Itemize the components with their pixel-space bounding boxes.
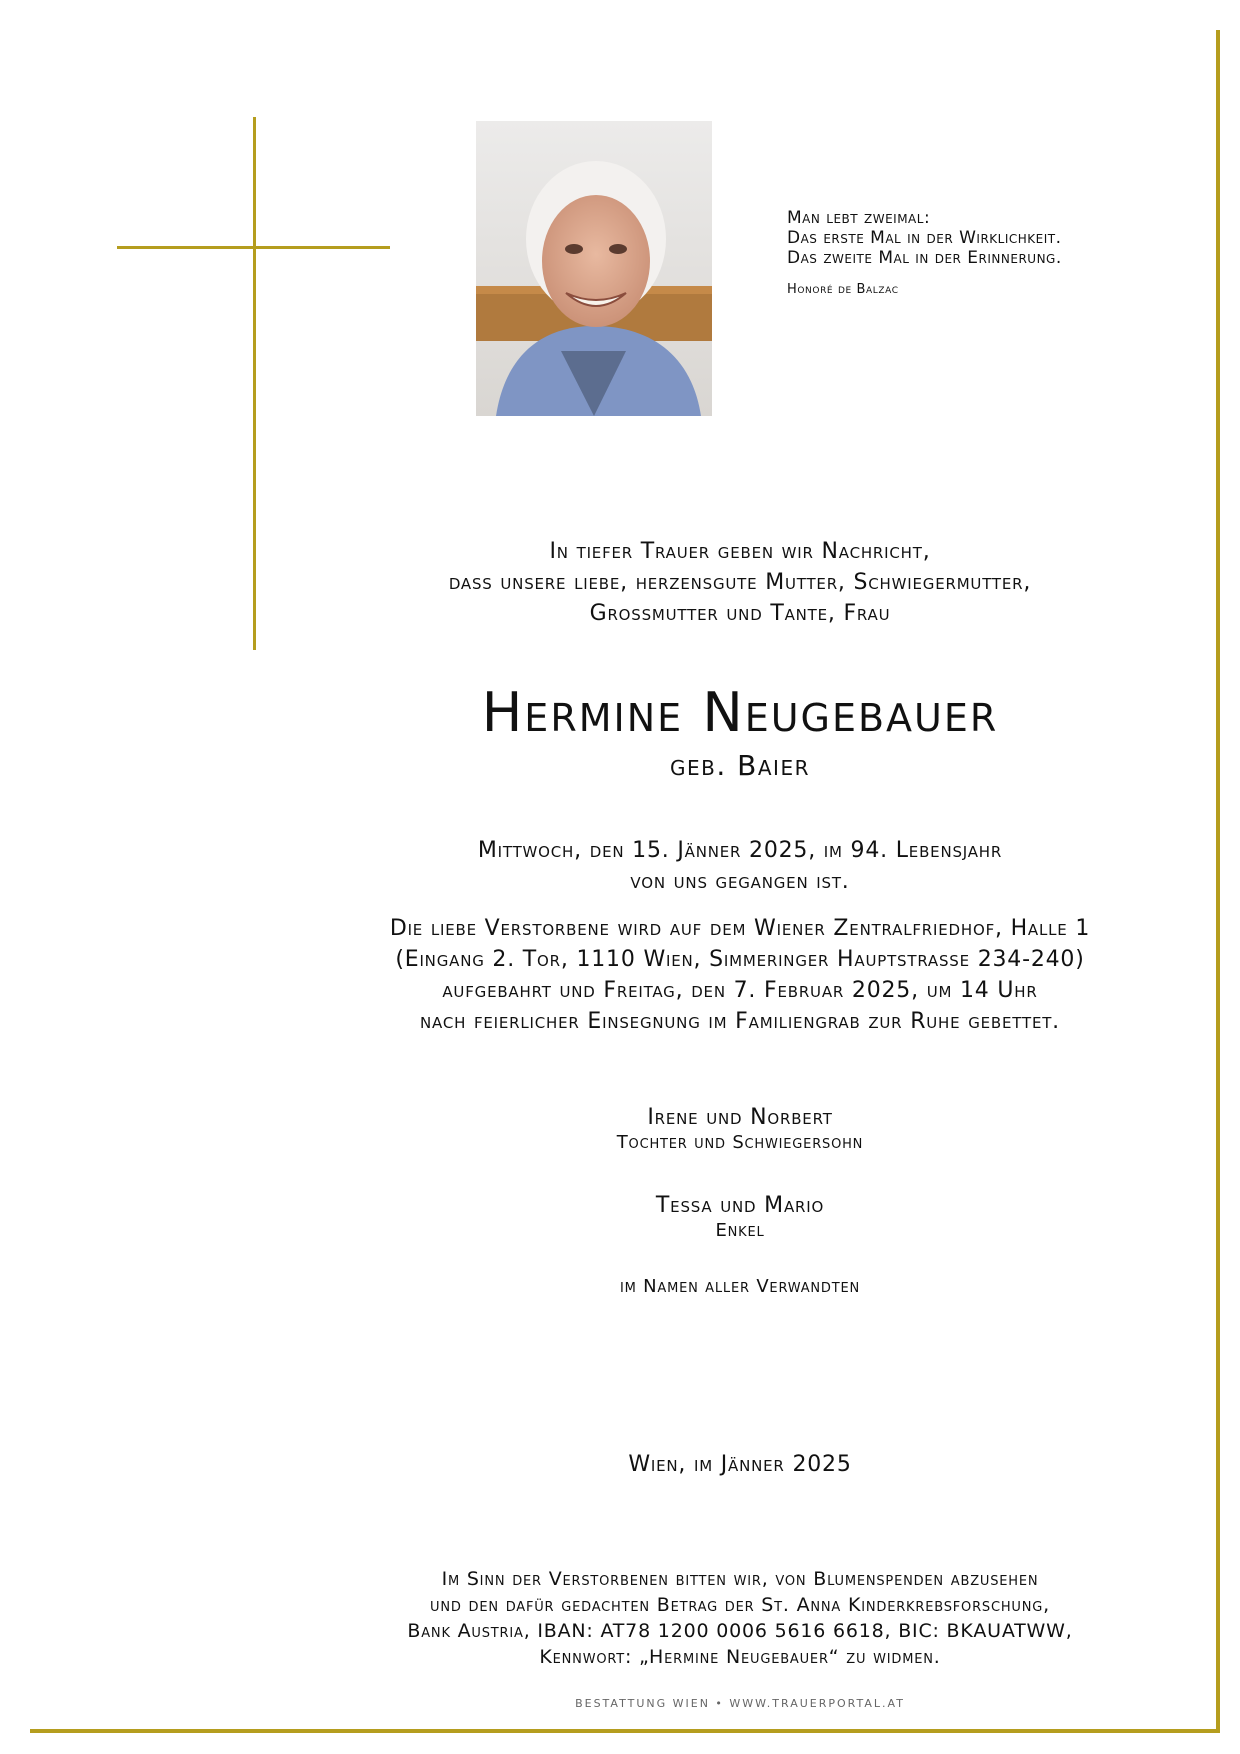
deceased-maiden-name: geb. Baier — [670, 749, 810, 782]
quote-line: Man lebt zweimal: — [787, 208, 931, 228]
mourner-entry — [300, 1192, 1180, 1242]
frame-right-border — [1216, 30, 1220, 1732]
quote-line: Das erste Mal in der Wirklichkeit. — [787, 228, 1062, 248]
death-notice-line: von uns gegangen ist. — [630, 869, 850, 894]
announcement-intro — [300, 536, 1180, 629]
donation-line: Bank Austria, IBAN: AT78 1200 0006 5616 6618, BIC: BKAUATWW, — [407, 1620, 1073, 1642]
intro-line: In tiefer Trauer geben wir Nachricht, — [549, 539, 931, 564]
mourner-names: Tessa und Mario — [655, 1193, 825, 1218]
portrait-photo — [476, 121, 712, 416]
intro-line: dass unsere liebe, herzensgute Mutter, Schwiegermutter, — [448, 570, 1032, 595]
mourner-relation: Tochter und Schwiegersohn — [616, 1132, 864, 1153]
deceased-name: Hermine Neugebauer — [481, 681, 999, 744]
death-notice-line: Mittwoch, den 15. Jänner 2025, im 94. Lebensjahr — [477, 838, 1003, 863]
frame-bottom-border — [30, 1729, 1220, 1733]
quote-block — [787, 208, 1187, 300]
cross-icon-vertical-bar — [253, 117, 256, 650]
donation-request — [300, 1566, 1180, 1670]
footer-brand: BESTATTUNG WIEN • WWW.TRAUERPORTAL.AT — [575, 1697, 905, 1710]
place-date: Wien, im Jänner 2025 — [628, 1452, 852, 1477]
donation-line: Im Sinn der Verstorbenen bitten wir, von Blumenspenden abzusehen — [441, 1568, 1039, 1590]
mourner-entry — [300, 1104, 1180, 1154]
funeral-line: aufgebahrt und Freitag, den 7. Februar 2025, um 14 Uhr — [442, 978, 1038, 1003]
funeral-line: Die liebe Verstorbene wird auf dem Wiener Zentralfriedhof, Halle 1 — [389, 916, 1091, 941]
quote-author: Honoré de Balzac — [787, 282, 899, 297]
quote-line: Das zweite Mal in der Erinnerung. — [787, 248, 1062, 268]
donation-line: und den dafür gedachten Betrag der St. Anna Kinderkrebsforschung, — [430, 1594, 1050, 1616]
relatives-note: im Namen aller Verwandten — [619, 1276, 861, 1297]
cross-icon-horizontal-bar — [117, 246, 390, 249]
death-notice — [300, 835, 1180, 897]
mourner-relation: Enkel — [715, 1220, 765, 1241]
funeral-line: (Eingang 2. Tor, 1110 Wien, Simmeringer Hauptstrasse 234-240) — [395, 947, 1085, 972]
funeral-details — [300, 913, 1180, 1037]
donation-line: Kennwort: „Hermine Neugebauer“ zu widmen. — [539, 1646, 941, 1668]
mourners-list — [300, 1104, 1180, 1298]
funeral-line: nach feierlicher Einsegnung im Familiengrab zur Ruhe gebettet. — [420, 1009, 1060, 1034]
intro-line: Grossmutter und Tante, Frau — [589, 601, 891, 626]
mourner-names: Irene und Norbert — [647, 1105, 833, 1130]
